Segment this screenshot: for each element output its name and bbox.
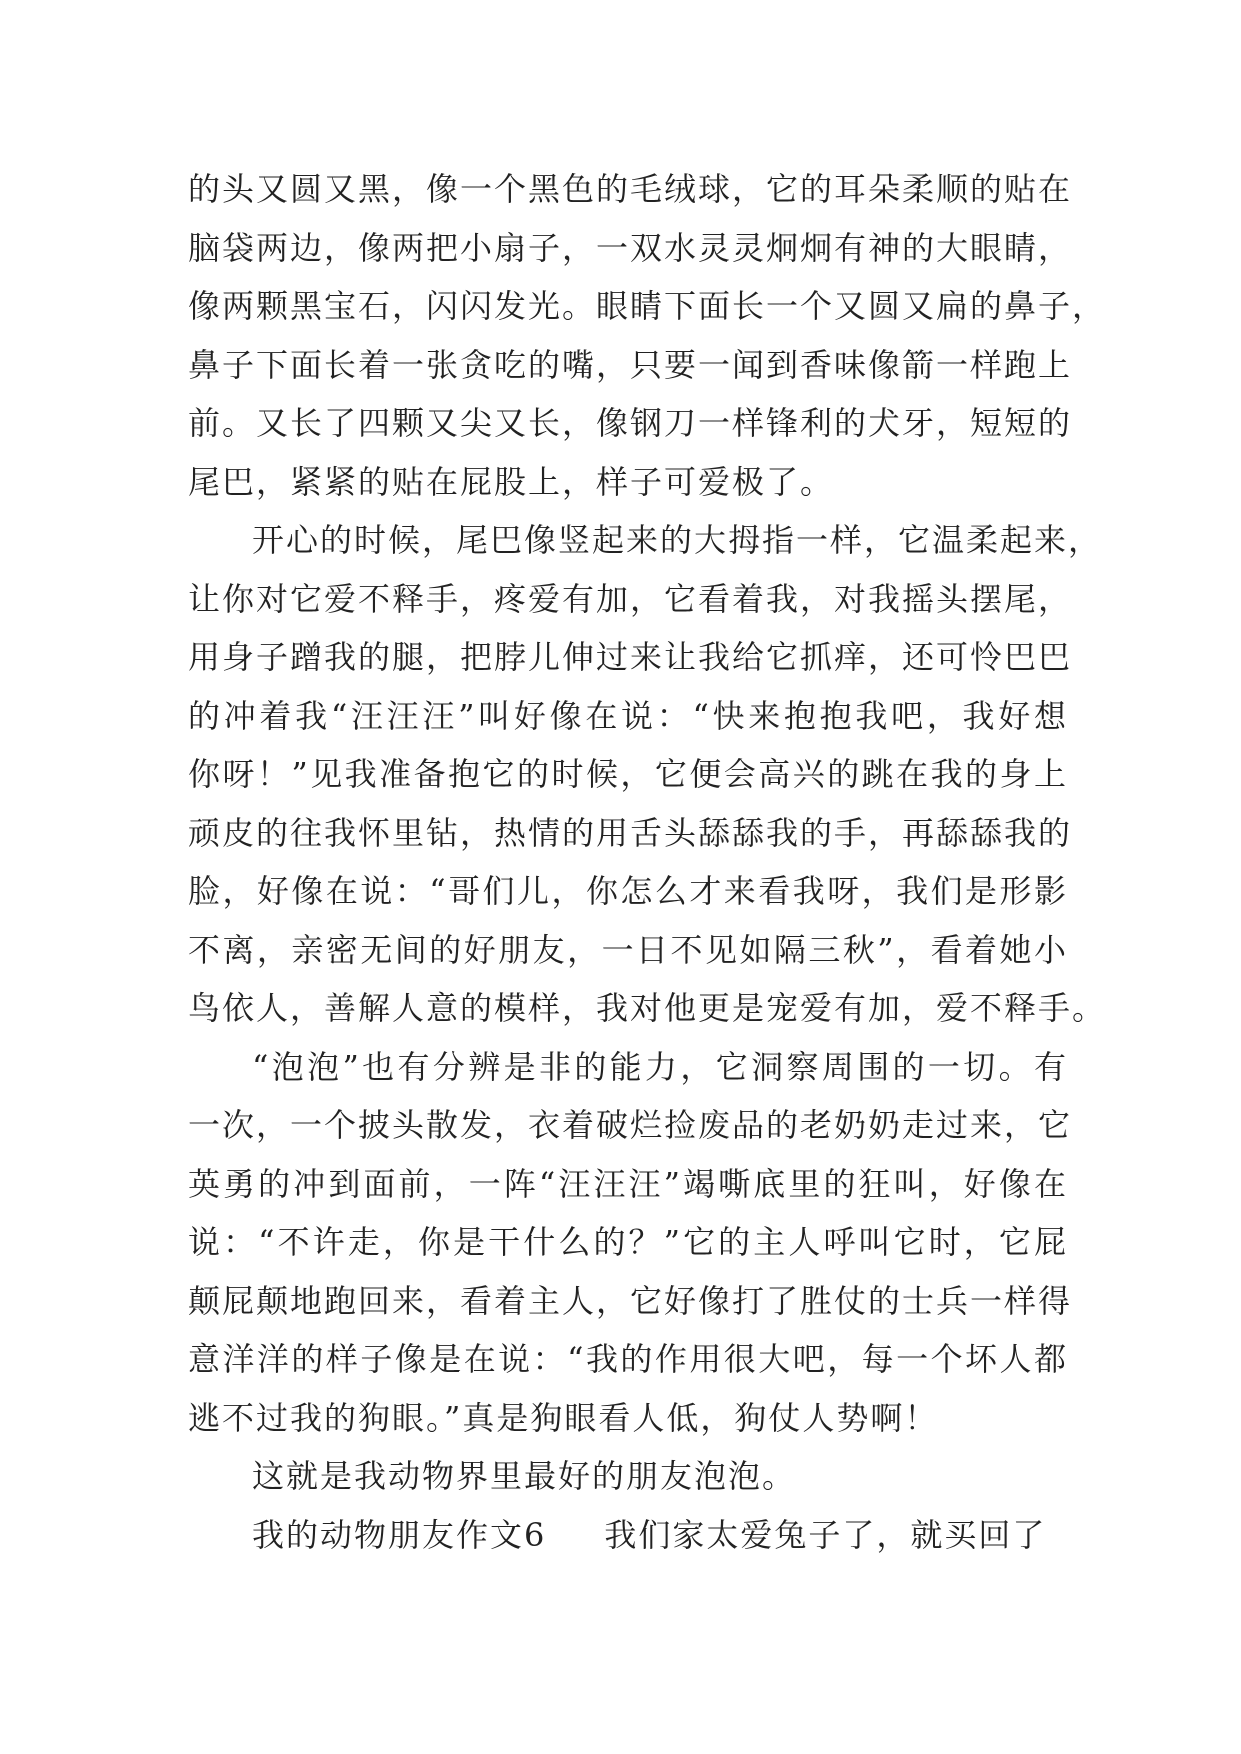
- section-heading: 我的动物朋友作文6: [252, 1515, 547, 1554]
- text-line: 脸，好像在说：“哥们儿，你怎么才来看我呀，我们是形影: [188, 872, 1068, 910]
- document-body: [188, 160, 1107, 1564]
- text-line: 像两颗黑宝石，闪闪发光。眼睛下面长一个又圆又扁的鼻子，: [188, 287, 1107, 325]
- text-line: 用身子蹭我的腿，把脖儿伸过来让我给它抓痒，还可怜巴巴: [188, 638, 1073, 676]
- text-line: 鸟依人，善解人意的模样，我对他更是宠爱有加，爱不释手。: [188, 989, 1107, 1027]
- text-line: 这就是我动物界里最好的朋友泡泡。: [252, 1457, 797, 1495]
- text-line: 的头又圆又黑，像一个黑色的毛绒球，它的耳朵柔顺的贴在: [188, 170, 1073, 208]
- text-line: 顽皮的往我怀里钻，热情的用舌头舔舔我的手，再舔舔我的: [188, 813, 1073, 852]
- text-line: 让你对它爱不释手，疼爱有加，它看着我，对我摇头摆尾，: [188, 579, 1073, 618]
- text-line: 脑袋两边，像两把小扇子，一双水灵灵炯炯有神的大眼睛，: [188, 228, 1073, 267]
- text-line: 尾巴，紧紧的贴在屁股上，样子可爱极了。: [188, 462, 835, 501]
- text-line: 你呀！”见我准备抱它的时候，它便会高兴的跳在我的身上: [188, 755, 1068, 793]
- text-line: “泡泡”也有分辨是非的能力，它洞察周围的一切。有: [252, 1047, 1068, 1086]
- text-line: 一次，一个披头散发，衣着破烂捡废品的老奶奶走过来，它: [188, 1106, 1073, 1144]
- text-line: 英勇的冲到面前，一阵“汪汪汪”竭嘶底里的狂叫，好像在: [188, 1164, 1068, 1203]
- heading-continuation: 我们家太爱兔子了，就买回了: [604, 1515, 1047, 1554]
- text-line: 说：“不许走，你是干什么的？”它的主人呼叫它时，它屁: [188, 1223, 1068, 1261]
- text-line: 开心的时候，尾巴像竖起来的大拇指一样，它温柔起来，: [252, 521, 1103, 559]
- section-heading-line: [188, 1506, 1068, 1565]
- text-line: 颠屁颠地跑回来，看着主人，它好像打了胜仗的士兵一样得: [188, 1281, 1073, 1320]
- text-line: 的冲着我“汪汪汪”叫好像在说：“快来抱抱我吧，我好想: [188, 696, 1068, 735]
- text-line: 鼻子下面长着一张贪吃的嘴，只要一闻到香味像箭一样跑上: [188, 345, 1073, 384]
- text-line: 意洋洋的样子像是在说：“我的作用很大吧，每一个坏人都: [188, 1340, 1068, 1378]
- text-line: 前。又长了四颗又尖又长，像钢刀一样锋利的犬牙，短短的: [188, 404, 1073, 442]
- text-line: 不离，亲密无间的好朋友，一日不见如隔三秋”，看着她小: [188, 930, 1068, 969]
- text-line: 逃不过我的狗眼。”真是狗眼看人低，狗仗人势啊！: [188, 1398, 939, 1437]
